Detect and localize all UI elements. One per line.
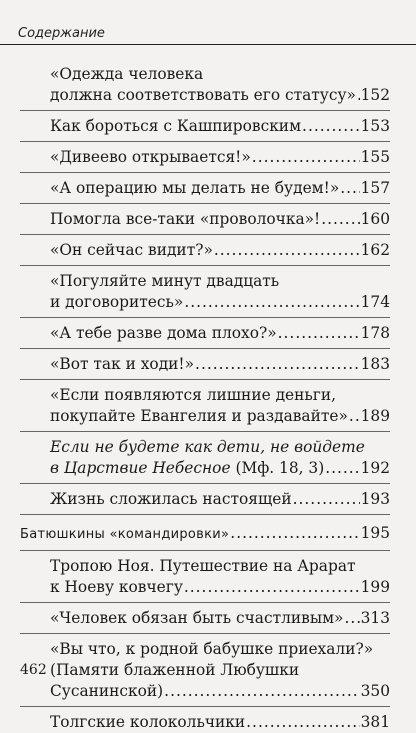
toc-entry bbox=[50, 608, 390, 629]
toc-entry bbox=[50, 489, 390, 510]
entry-page: 381 bbox=[360, 713, 390, 731]
leader-dots bbox=[321, 209, 359, 230]
leader-dots bbox=[230, 523, 359, 544]
entry-page: 313 bbox=[360, 609, 390, 627]
entry-page: 195 bbox=[360, 524, 390, 542]
entry-divider bbox=[20, 431, 390, 432]
entry-page: 192 bbox=[360, 459, 390, 477]
entry-page: 189 bbox=[360, 407, 390, 425]
entry-title-line: должна соответствовать его статусу» bbox=[50, 86, 356, 104]
entry-title-line: (Памяти блаженной Любушки bbox=[50, 661, 300, 679]
leader-dots bbox=[195, 354, 360, 375]
toc-entry bbox=[50, 437, 390, 479]
entry-title: «Вот так и ходи!» bbox=[50, 355, 195, 373]
entry-page: 152 bbox=[360, 86, 390, 104]
entry-divider bbox=[20, 550, 390, 551]
toc-entry bbox=[50, 240, 390, 261]
leader-dots bbox=[252, 147, 360, 168]
entry-title-line: Тропою Ноя. Путешествие на Арарат bbox=[50, 557, 356, 575]
entry-divider bbox=[20, 514, 390, 515]
toc-entry bbox=[50, 209, 390, 230]
leader-dots bbox=[214, 240, 360, 261]
leader-dots bbox=[293, 489, 360, 510]
entry-divider bbox=[20, 172, 390, 173]
entry-title: Помогла все-таки «проволочка»! bbox=[50, 210, 321, 228]
entry-page: 193 bbox=[360, 490, 390, 508]
entry-title-line: «Одежда человека bbox=[50, 65, 204, 83]
entry-divider bbox=[20, 483, 390, 484]
entry-page: 350 bbox=[360, 682, 390, 700]
entry-title: «А операцию мы делать не будем!» bbox=[50, 179, 340, 197]
entry-divider bbox=[20, 706, 390, 707]
entry-title-line: покупайте Евангелия и раздавайте» bbox=[50, 407, 348, 425]
leader-dots bbox=[184, 292, 359, 313]
toc-entry bbox=[50, 556, 390, 598]
entry-title: Жизнь сложилась настоящей bbox=[50, 490, 292, 508]
entry-divider bbox=[20, 110, 390, 111]
entry-divider bbox=[20, 317, 390, 318]
entry-title-line: «Погуляйте минут двадцать bbox=[50, 272, 280, 290]
toc-entry bbox=[50, 147, 390, 168]
toc-entry bbox=[50, 385, 390, 427]
leader-dots bbox=[325, 458, 359, 479]
entry-divider bbox=[20, 234, 390, 235]
section-title: Батюшкины «командировки» bbox=[20, 527, 230, 542]
scripture-reference: (Мф. 18, 3) bbox=[235, 459, 325, 477]
entry-title: «Дивеево открывается!» bbox=[50, 148, 251, 166]
running-header: Содержание bbox=[18, 26, 105, 41]
entry-title: «Человек обязан быть счастливым» bbox=[50, 609, 344, 627]
entry-page: 162 bbox=[360, 241, 390, 259]
toc-section-entry bbox=[20, 523, 390, 545]
entry-divider bbox=[20, 633, 390, 634]
toc-entry bbox=[50, 712, 390, 733]
toc-entry bbox=[50, 639, 390, 702]
leader-dots bbox=[184, 577, 360, 598]
entry-page: 157 bbox=[360, 179, 390, 197]
entry-title: Как бороться с Кашпировским bbox=[50, 117, 302, 135]
entry-divider bbox=[20, 203, 390, 204]
leader-dots bbox=[340, 178, 359, 199]
toc-entry bbox=[50, 354, 390, 375]
page-number: 462 bbox=[20, 662, 47, 678]
entry-title-line: и договоритесь» bbox=[50, 293, 184, 311]
entry-divider bbox=[20, 602, 390, 603]
entry-page: 174 bbox=[360, 293, 390, 311]
entry-divider bbox=[20, 265, 390, 266]
toc-entry bbox=[50, 271, 390, 313]
toc-entry bbox=[50, 178, 390, 199]
leader-dots bbox=[349, 406, 360, 427]
entry-page: 178 bbox=[360, 324, 390, 342]
entry-divider bbox=[20, 141, 390, 142]
leader-dots bbox=[164, 681, 359, 702]
entry-page: 155 bbox=[360, 148, 390, 166]
leader-dots bbox=[357, 85, 360, 106]
leader-dots bbox=[302, 116, 360, 137]
entry-title-line: Сусанинской) bbox=[50, 682, 164, 700]
entry-title-line: «Если появляются лишние деньги, bbox=[50, 386, 337, 404]
entry-divider bbox=[20, 379, 390, 380]
entry-title-line: в Царствие Небесное bbox=[50, 459, 231, 477]
entry-title-line: «Вы что, к родной бабушке приехали?» bbox=[50, 640, 374, 658]
entry-title-line: Если не будете как дети, не войдете bbox=[50, 438, 365, 456]
entry-divider bbox=[20, 348, 390, 349]
entry-title: «А тебе разве дома плохо?» bbox=[50, 324, 277, 342]
header-rule bbox=[0, 44, 416, 45]
entry-page: 199 bbox=[360, 578, 390, 596]
entry-title-line: к Ноеву ковчегу bbox=[50, 578, 183, 596]
toc-entry bbox=[50, 116, 390, 137]
toc-entry bbox=[50, 64, 390, 106]
leader-dots bbox=[344, 608, 359, 629]
entry-title: «Он сейчас видит?» bbox=[50, 241, 213, 259]
leader-dots bbox=[246, 712, 359, 733]
entry-title: Толгские колокольчики bbox=[50, 713, 246, 731]
entry-page: 183 bbox=[360, 355, 390, 373]
entry-page: 160 bbox=[360, 210, 390, 228]
toc-entry bbox=[50, 323, 390, 344]
leader-dots bbox=[278, 323, 360, 344]
entry-page: 153 bbox=[360, 117, 390, 135]
